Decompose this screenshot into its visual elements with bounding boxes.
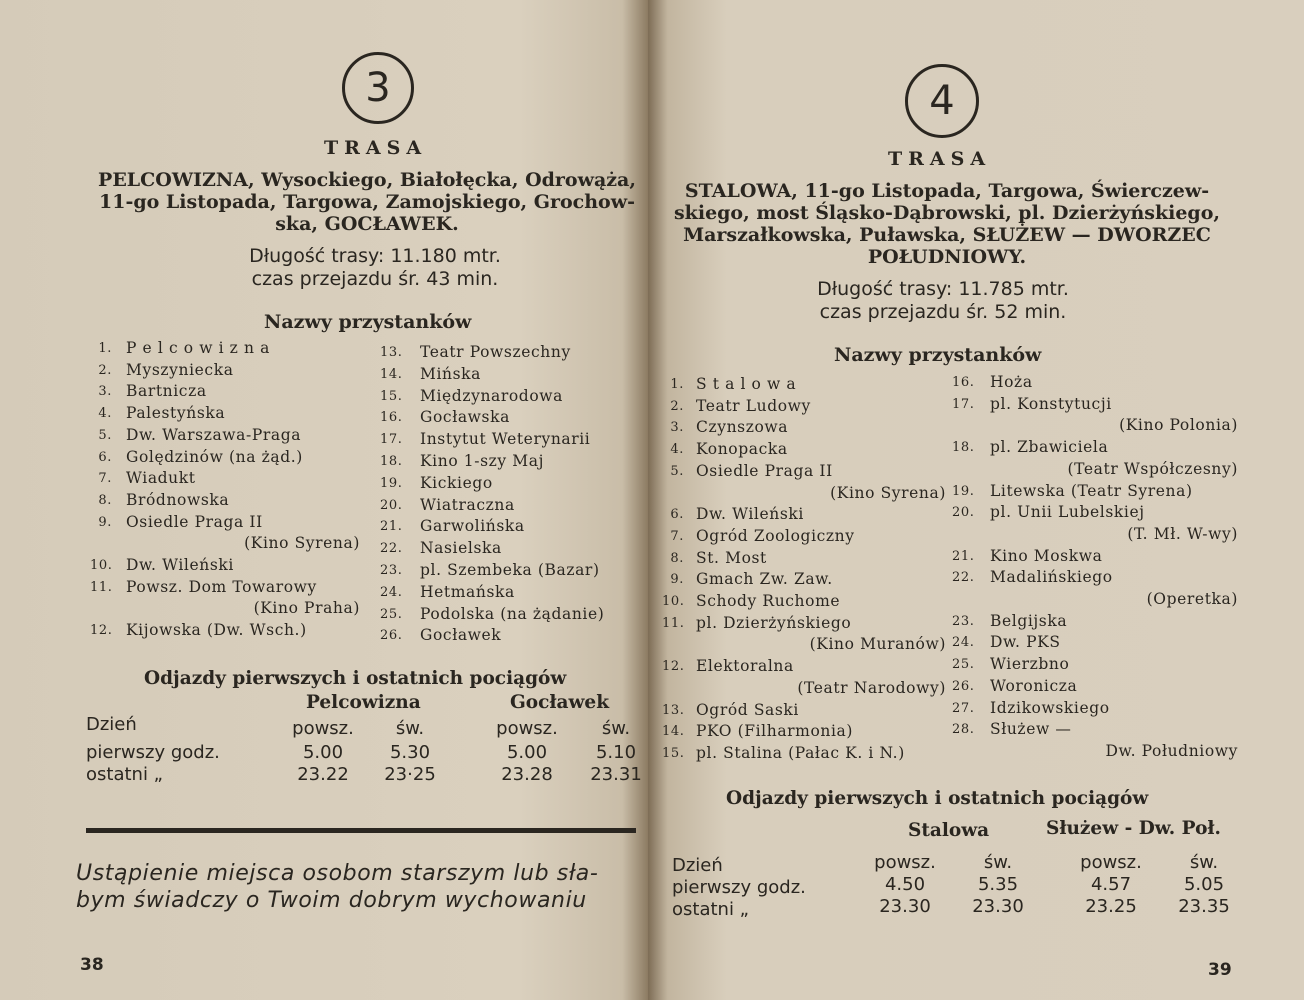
stop-number: 5.	[670, 463, 684, 479]
stop-name: Elektoralna	[696, 657, 794, 676]
stop-number: 21.	[952, 548, 975, 564]
motto	[76, 860, 641, 914]
page-number: 39	[1208, 960, 1232, 980]
stop-number: 4.	[98, 406, 112, 422]
page-right	[648, 0, 1304, 1000]
departures-title: Odjazdy pierwszych i ostatnich pociągów	[726, 788, 1149, 809]
stop-number: 12.	[662, 659, 685, 675]
stop-number: 13.	[380, 345, 403, 360]
stop-name: pl. Szembeka (Bazar)	[420, 561, 600, 579]
cell: św.	[983, 852, 1013, 873]
stop-name: Teatr Powszechny	[420, 343, 571, 361]
route-description	[92, 169, 642, 235]
cell: powsz.	[496, 718, 558, 739]
terminal-a: Stalowa	[908, 820, 990, 841]
terminal-b: Gocławek	[510, 692, 610, 713]
cell: św.	[601, 718, 631, 739]
route-time: czas przejazdu śr. 52 min.	[819, 301, 1067, 323]
route-info	[728, 278, 1158, 324]
stops-heading: Nazwy przystanków	[834, 344, 1042, 366]
stop-name: Gmach Zw. Zaw.	[696, 570, 833, 589]
trasa-label: TRASA	[888, 148, 992, 170]
stop-note: (Operetka)	[1146, 590, 1238, 608]
stop-name: Osiedle Praga II	[696, 461, 833, 480]
stop-number: 20.	[380, 497, 403, 513]
stop-number: 13.	[662, 702, 685, 718]
stop-name: Gocławek	[420, 626, 502, 645]
stop-note: (Kino Praha)	[253, 599, 360, 618]
stop-number: 19.	[952, 483, 975, 499]
column-b1	[1076, 852, 1146, 918]
stop-number: 25.	[952, 657, 975, 673]
page-number: 38	[80, 955, 104, 975]
stop-name: Litewska (Teatr Syrena)	[990, 481, 1193, 500]
route-info	[160, 245, 590, 291]
route-line: Marszałkowska, Puławska, SŁUŻEW — DWORZEC	[683, 224, 1211, 246]
stop-number: 17.	[952, 396, 975, 412]
stop-number: 19.	[380, 475, 403, 491]
cell: 5.35	[977, 874, 1019, 895]
stop-number: 18.	[380, 454, 403, 469]
stop-number: 8.	[98, 492, 112, 508]
stop-number: 3.	[98, 384, 112, 400]
stop-number: 22.	[952, 570, 975, 586]
stop-name: pl. Dzierżyńskiego	[696, 613, 852, 632]
stop-number: 16.	[380, 410, 403, 426]
stop-name: pl. Zbawiciela	[990, 438, 1109, 457]
cell: powsz.	[1080, 852, 1142, 873]
cell: 23.35	[1178, 896, 1230, 917]
stop-name: P e l c o w i z n a	[126, 339, 270, 357]
cell: powsz.	[292, 718, 354, 739]
stop-name: Instytut Weterynarii	[420, 430, 591, 449]
cell: 23·25	[384, 764, 436, 785]
stop-name: Palestyńska	[126, 404, 226, 423]
cell: 5.30	[389, 742, 431, 763]
stop-number: 28.	[952, 722, 975, 738]
stop-number: 1.	[98, 341, 112, 356]
stop-number: 6.	[670, 507, 684, 523]
cell: 23.25	[1085, 896, 1137, 917]
cell: 5.00	[506, 742, 548, 763]
stop-name: Hetmańska	[420, 582, 515, 601]
stop-number: 7.	[98, 471, 112, 487]
cell: św.	[1189, 852, 1219, 873]
column-b2	[1176, 852, 1232, 918]
cell: 4.50	[884, 874, 926, 895]
stop-number: 9.	[670, 572, 684, 588]
stop-name: Czynszowa	[696, 418, 789, 437]
stop-number: 27.	[952, 700, 975, 716]
stop-name: Bartnicza	[126, 382, 207, 401]
route-line: POŁUDNIOWY.	[867, 246, 1027, 268]
page-left	[0, 0, 648, 1000]
stops-list-2	[952, 373, 1242, 773]
stop-name: pl. Stalina (Pałac K. i N.)	[696, 743, 905, 762]
stop-number: 7.	[670, 528, 684, 544]
stop-name: St. Most	[696, 548, 767, 567]
stop-name: Wierzbno	[990, 655, 1070, 674]
stop-name: Myszyniecka	[126, 360, 234, 379]
stop-number: 12.	[90, 623, 113, 639]
cell: 5.00	[302, 742, 344, 763]
stop-number: 26.	[952, 678, 975, 694]
stop-name: Kickiego	[420, 473, 493, 492]
stop-name: Ogród Saski	[696, 700, 799, 719]
stop-number: 2.	[98, 362, 112, 378]
stop-number: 10.	[662, 594, 685, 609]
stop-name: Dw. Wileński	[126, 556, 234, 574]
stop-number: 4.	[670, 442, 684, 458]
stop-name: Bródnowska	[126, 490, 230, 509]
row-label: Dzień	[672, 855, 723, 876]
stop-name: Schody Ruchome	[696, 592, 841, 610]
stop-name: Madalińskiego	[990, 568, 1113, 587]
stop-number: 24.	[952, 635, 975, 651]
stop-number: 21.	[380, 519, 403, 535]
column-b2	[588, 718, 644, 786]
row-label: ostatni „	[672, 899, 749, 920]
stop-number: 15.	[380, 388, 403, 404]
divider-rule	[86, 828, 636, 833]
stop-number: 5.	[98, 427, 112, 443]
stop-number: 14.	[662, 724, 685, 740]
cell: 23.30	[879, 896, 931, 917]
stop-name: pl. Unii Lubelskiej	[990, 503, 1145, 522]
stop-note: (Kino Muranów)	[809, 635, 946, 654]
route-description	[662, 180, 1232, 268]
stop-note: (Teatr Współczesny)	[1067, 459, 1238, 478]
stop-note: (T. Mł. W-wy)	[1127, 524, 1238, 543]
row-label: pierwszy godz.	[86, 742, 220, 763]
route-number-circle	[342, 52, 414, 124]
stop-number: 25.	[380, 606, 403, 622]
stop-number: 11.	[662, 615, 685, 631]
stop-name: Międzynarodowa	[420, 386, 563, 405]
stop-name: Dw. Wileński	[696, 505, 804, 524]
cell: 23.31	[590, 764, 642, 785]
stop-name: Belgijska	[990, 611, 1068, 630]
stop-note: Dw. Południowy	[1105, 741, 1238, 760]
cell: 5.10	[595, 742, 637, 763]
stop-name: Nasielska	[420, 539, 502, 558]
column-a2	[382, 718, 438, 786]
stop-name: Podolska (na żądanie)	[420, 604, 605, 623]
route-length: Długość trasy: 11.180 mtr.	[249, 245, 501, 267]
stop-name: Mińska	[420, 364, 481, 383]
stop-number: 20.	[952, 505, 975, 521]
stop-number: 16.	[952, 375, 975, 390]
route-line: skiego, most Śląsko-Dąbrowski, pl. Dzierżyńskiego,	[673, 202, 1220, 224]
stop-number: 23.	[952, 613, 975, 629]
stop-name: Garwolińska	[420, 517, 525, 536]
stop-note: (Kino Polonia)	[1119, 416, 1238, 435]
motto-line: Ustąpienie miejsca osobom starszym lub sła-	[76, 861, 599, 886]
stop-name: S t a l o w a	[696, 375, 797, 393]
stops-list-1	[662, 375, 962, 775]
stop-name: Wiadukt	[126, 469, 196, 488]
stop-name: Gocławska	[420, 408, 510, 427]
stop-name: Kijowska (Dw. Wsch.)	[126, 621, 307, 640]
cell: 23.22	[297, 764, 349, 785]
route-line: PELCOWIZNA, Wysockiego, Białołęcka, Odrowąża,	[98, 169, 636, 191]
motto-line: bym świadczy o Twoim dobrym wychowaniu	[76, 888, 587, 913]
column-a1	[288, 718, 358, 786]
cell: 23.28	[501, 764, 553, 785]
stop-name: Teatr Ludowy	[696, 396, 811, 415]
stop-number: 10.	[90, 558, 113, 573]
stop-name: pl. Konstytucji	[990, 394, 1112, 413]
stop-number: 22.	[380, 541, 403, 557]
stop-name: Kino 1-szy Maj	[420, 452, 544, 470]
cell: 4.57	[1090, 874, 1132, 895]
row-label: Dzień	[86, 714, 137, 735]
stop-name: Wiatraczna	[420, 495, 515, 514]
stop-note: (Kino Syrena)	[830, 483, 946, 502]
row-labels	[672, 855, 806, 921]
route-line: STALOWA, 11-go Listopada, Targowa, Świerczew-	[684, 180, 1210, 202]
stop-number: 24.	[380, 584, 403, 600]
column-a2	[970, 852, 1026, 918]
stop-name: Woronicza	[990, 676, 1078, 695]
stop-number: 9.	[98, 514, 112, 530]
stop-name: Golędzinów (na żąd.)	[126, 447, 303, 466]
cell: 5.05	[1183, 874, 1225, 895]
terminal-b: Służew - Dw. Poł.	[1046, 818, 1221, 839]
row-label: ostatni „	[86, 764, 163, 785]
stops-heading: Nazwy przystanków	[264, 311, 472, 333]
stop-number: 2.	[670, 398, 684, 414]
departures-title: Odjazdy pierwszych i ostatnich pociągów	[144, 668, 567, 689]
route-time: czas przejazdu śr. 43 min.	[251, 268, 499, 290]
stop-name: Służew —	[990, 720, 1072, 739]
stops-list-2	[380, 343, 640, 653]
stop-name: Idzikowskiego	[990, 698, 1110, 717]
stop-number: 14.	[380, 366, 403, 382]
route-number-circle	[905, 64, 979, 138]
route-line: ska, GOCŁAWEK.	[275, 213, 459, 235]
stop-name: Konopacka	[696, 440, 788, 459]
cell: 23.30	[972, 896, 1024, 917]
stop-name: Dw. PKS	[990, 633, 1061, 652]
stop-number: 26.	[380, 628, 403, 644]
route-line: 11-go Listopada, Targowa, Zamojskiego, Grochow-	[99, 191, 635, 213]
row-label: pierwszy godz.	[672, 877, 806, 898]
column-a1	[870, 852, 940, 918]
stop-number: 11.	[90, 579, 113, 595]
stop-number: 23.	[380, 563, 403, 578]
stop-number: 15.	[662, 745, 685, 761]
stop-name: Osiedle Praga II	[126, 512, 263, 531]
stop-note: (Teatr Narodowy)	[797, 678, 946, 697]
stop-name: Ogród Zoologiczny	[696, 526, 855, 545]
route-number: 3	[365, 65, 391, 111]
stop-name: PKO (Filharmonia)	[696, 722, 854, 741]
terminal-a: Pelcowizna	[306, 692, 421, 713]
route-number: 4	[929, 78, 955, 124]
cell: św.	[395, 718, 425, 739]
stop-number: 3.	[670, 420, 684, 436]
route-length: Długość trasy: 11.785 mtr.	[817, 278, 1069, 300]
stop-name: Hoża	[990, 373, 1033, 391]
stop-note: (Kino Syrena)	[244, 534, 360, 553]
stop-number: 18.	[952, 440, 975, 456]
stop-name: Powsz. Dom Towarowy	[126, 577, 317, 596]
stops-list-1	[90, 339, 380, 649]
stop-number: 17.	[380, 432, 403, 448]
stop-number: 6.	[98, 449, 112, 465]
cell: powsz.	[874, 852, 936, 873]
column-b1	[492, 718, 562, 786]
stop-name: Dw. Warszawa-Praga	[126, 425, 302, 444]
trasa-label: TRASA	[324, 137, 428, 159]
stop-name: Kino Moskwa	[990, 546, 1103, 565]
stop-number: 8.	[670, 550, 684, 566]
stop-number: 1.	[670, 377, 684, 392]
row-labels	[86, 714, 220, 786]
